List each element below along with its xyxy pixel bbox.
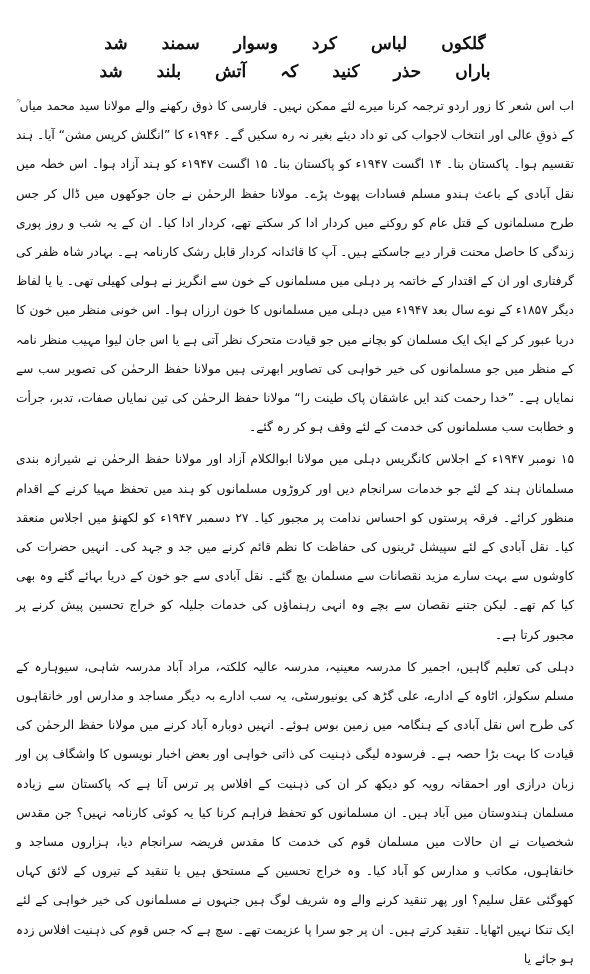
verse-word: لباس [370,34,408,54]
verse-word: کنید [332,62,360,82]
paragraph: ۱۵ نومبر ۱۹۴۷ء کے اجلاس کانگریس دہلی میں مولانا ابوالکلام آزاد اور مولانا حفظ الرحمٰن نے شیرازہ بندی مسلمانان ہند کے لئے جو خدمات سرانجام دیں اور کروڑوں مسلمانوں کو ہند میں تحفظ مہیا کرنے کے اقدام منظور کرائے۔ فرقہ پرستوں کو احساس ندامت پر مجبور کیا۔ ۲۷ دسمبر ۱۹۴۷ء کو لکھنؤ میں اجلاس منعقد کیا۔ نقل آبادی کے لئے سپیشل ٹرینوں کی حفاظت کا نظم قائم کرنے میں جد و جہد کی۔ انہیں حضرات کی کاوشوں سے بہت سارے مزید نقصانات سے مسلمان بچ گئے۔ نقل آبادی سے جو خون کے دریا بہائے گئے وہ بھی کیا کم تھے۔ لیکن جتنے نقصان سے بچے وہ انہی رہنماؤں کی خدمات جلیلہ کو خراج تحسین پیش کرنے پر مجبور کرتا ہے۔ [16,452,575,642]
verse-word: کہ [280,62,299,82]
verse-word: سمند [161,34,200,54]
verse-word: وسوار [233,34,278,54]
paragraph: دہلی کی تعلیم گاہیں، اجمیر کا مدرسہ معینیہ، مدرسہ عالیہ کلکتہ، مراد آباد مدرسہ شاہی، سیوہارہ کے مسلم سکولز، اٹاوہ کے ادارے، علی گڑھ کی یونیورسٹی، یہ سب ادارے بہ دیگر مساجد و مدارس اور خانقاہوں کی طرح اس نقل آبادی کے ہنگامہ میں زمین بوس ہوئے۔ انہیں دوبارہ آباد کرنے میں مولانا حفظ الرحمٰن کی قیادت کا بہت بڑا حصہ ہے۔ فرسودہ لیگی ذہنیت کی ذاتی خواہی اور بعض اخبار نویسوں کا واشگاف پن اور زبان درازی اور احمقانہ رویہ کو دیکھ کر ان کی ذہنیت کے افلاس پر ترس آتا ہے کہ پاکستان سے زیادہ مسلمان ہندوستان میں آباد ہیں۔ ان مسلمانوں کو تحفظ فراہم کرنا کیا یہ کوئی کارنامہ نہیں؟ جن مقدس شخصیات نے ان حالات میں مسلمان قوم کی خدمت کا مقدس فریضہ سرانجام دیا، ہزاروں مساجد و خانقاہوں، مکاتب و مدارس کو آباد کیا۔ وہ خراج تحسین کے مستحق ہیں یا تنقید کے تیروں کے لائق کہاں کھوگئی عقل سلیم؟ اور پھر تنقید کرنے والے وہ شریف لوگ ہیں جنہوں نے مسلمانوں کی خیر خواہی کے لئے ایک تنکا نہیں اٹھایا۔ تنقید کرتے ہیں۔ ان پر جو سرا پا عزیمت تھے۔ سچ ہے کہ جس قوم کی ذہنیت افلاس زدہ ہو جائے یا [16,659,574,966]
verse-word: بلند [156,62,182,82]
persian-verse [16,30,574,86]
verse-word: کرد [311,34,337,54]
verse-word: حذر [393,62,422,82]
verse-line-1 [16,30,574,58]
verse-word: شد [99,62,123,82]
body-text [16,92,574,974]
paragraph: اب اس شعر کا زور اردو ترجمہ کرنا میرے لئے ممکن نہیں۔ فارسی کا ذوق رکھنے والے مولانا سید محمد میاں ؒ کے ذوقِ عالی اور انتخاب لاجواب کی تو داد دیئے بغیر نہ رہ سکیں گے۔ ۱۹۴۶ء کا ”انگلش کرپس مشن“ آیا۔ ہند تقسیم ہوا۔ پاکستان بنا۔ ۱۴ اگست ۱۹۴۷ء کو پاکستان بنا۔ ۱۵ اگست ۱۹۴۷ء کو ہند آزاد ہوا۔ اس خطہ میں نقل آبادی کے باعث ہندو مسلم فسادات پھوٹ پڑے۔ مولانا حفظ الرحمٰن نے جان جوکھوں میں ڈال کر جس طرح مسلمانوں کے قتل عام کو روکنے میں کردار ادا کر سکتے تھے، کردار ادا کیا۔ ان کے یہ شب و روز پوری زندگی کا حاصل محنت قرار دیے جاسکتے ہیں۔ آپ کا قائدانہ کردار قابل رشک کارنامہ ہے۔ بہادر شاہ ظفر کی گرفتاری اور ان کے اقتدار کے خاتمہ پر دہلی میں مسلمانوں کے خون سے انگریز نے ہولی کھیلی تھی۔ یا یا لفاظ دیگر ۱۸۵۷ء کے نوے سال بعد ۱۹۴۷ء میں دہلی میں مسلمانوں کا خون ارزاں ہوا۔ اس خونی منظر میں خون کا دریا عبور کر کے ایک ایک مسلمان کو بچانے میں جو قیادت متحرک نظر آتی ہے یا اس جان لیوا مہیب منظر نامہ کے منظر میں جو مسلمانوں کی خیر خواہی کی تصاویر ابھرتی ہیں مولانا حفظ الرحمٰن کی تصویر سب سے نمایاں ہے۔ ”خدا رحمت کند ایں عاشقان پاک طینت را“ مولانا حفظ الرحمٰن کی تین نمایاں صفات، تدبر، جرأت و خطابت سب مسلمانوں کی خدمت کے لئے وقف ہو کر رہ گئے۔ [16,99,575,435]
verse-word: گلکوں [441,34,486,54]
verse-word: باراں [455,62,491,82]
verse-word: آتش [215,62,247,82]
verse-word: شد [104,34,128,54]
verse-line-2 [16,58,574,86]
